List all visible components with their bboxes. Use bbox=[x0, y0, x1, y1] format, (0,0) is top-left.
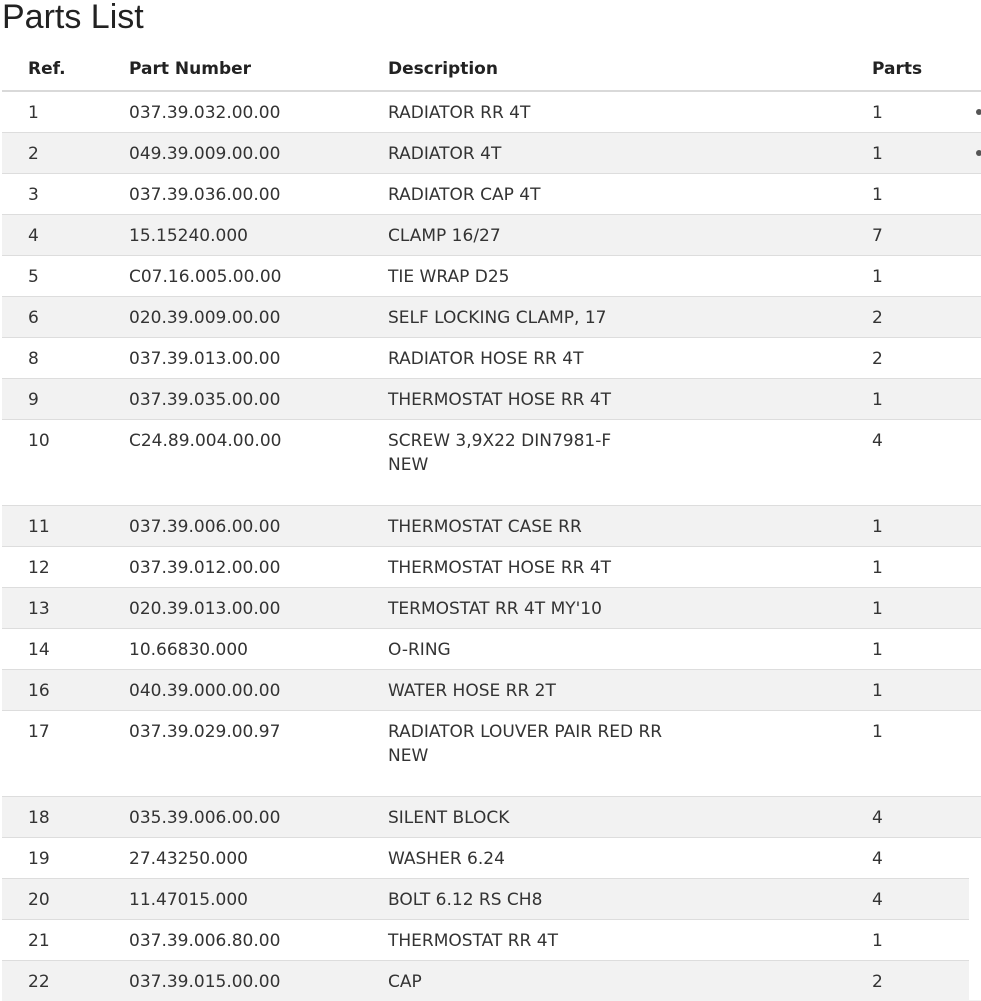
cell-parts bbox=[846, 796, 981, 837]
cell-parts bbox=[846, 878, 981, 919]
cell-description-text: RADIATOR 4T bbox=[388, 143, 502, 164]
table-row[interactable] bbox=[2, 214, 981, 255]
cell-parts bbox=[846, 919, 981, 960]
cell-description-text: TERMOSTAT RR 4T MY'10 bbox=[388, 598, 602, 619]
cell-description-text: RADIATOR CAP 4T bbox=[388, 184, 541, 205]
cell-description-text: BOLT 6.12 RS CH8 bbox=[388, 889, 543, 910]
description-note: NEW bbox=[388, 454, 429, 475]
cell-part-number bbox=[103, 419, 362, 505]
cell-description-text: WASHER 6.24 bbox=[388, 848, 505, 869]
cell-part-number bbox=[103, 960, 362, 1001]
cell-ref bbox=[2, 505, 103, 546]
table-right-edge bbox=[969, 838, 981, 1000]
cell-part-number bbox=[103, 837, 362, 878]
cell-part-number-text: 11.47015.000 bbox=[129, 889, 248, 910]
cell-parts-text: 1 bbox=[872, 184, 883, 205]
cell-description-text: RADIATOR HOSE RR 4T bbox=[388, 348, 584, 369]
cell-part-number-text: 27.43250.000 bbox=[129, 848, 248, 869]
cell-part-number bbox=[103, 669, 362, 710]
cell-part-number-text: 037.39.015.00.00 bbox=[129, 971, 281, 992]
cell-ref bbox=[2, 628, 103, 669]
cell-ref bbox=[2, 796, 103, 837]
cell-ref bbox=[2, 91, 103, 132]
cell-part-number-text: C24.89.004.00.00 bbox=[129, 430, 282, 451]
cell-description-text: CLAMP 16/27 bbox=[388, 225, 501, 246]
cell-description-text: THERMOSTAT HOSE RR 4T bbox=[388, 557, 612, 578]
cell-ref-text: 3 bbox=[28, 184, 39, 205]
cell-description bbox=[362, 91, 846, 132]
cell-description-text: O-RING bbox=[388, 639, 451, 660]
cell-part-number bbox=[103, 505, 362, 546]
cell-description-text: SCREW 3,9X22 DIN7981-F bbox=[388, 430, 612, 451]
table-row[interactable] bbox=[2, 546, 981, 587]
cell-part-number bbox=[103, 878, 362, 919]
cell-parts bbox=[846, 505, 981, 546]
cell-parts-text: 2 bbox=[872, 971, 883, 992]
table-row[interactable] bbox=[2, 919, 981, 960]
cell-description bbox=[362, 337, 846, 378]
cell-ref-text: 10 bbox=[28, 430, 50, 451]
cell-ref-text: 19 bbox=[28, 848, 50, 869]
table-row[interactable] bbox=[2, 796, 981, 837]
cell-part-number bbox=[103, 546, 362, 587]
table-header-row bbox=[2, 48, 981, 91]
cell-description bbox=[362, 837, 846, 878]
cell-description-text: SILENT BLOCK bbox=[388, 807, 510, 828]
cell-description bbox=[362, 173, 846, 214]
cell-part-number-text: 035.39.006.00.00 bbox=[129, 807, 281, 828]
table-row[interactable] bbox=[2, 669, 981, 710]
table-row[interactable] bbox=[2, 960, 981, 1001]
cell-ref-text: 2 bbox=[28, 143, 39, 164]
add-to-cart-icon[interactable] bbox=[976, 150, 981, 156]
cell-ref bbox=[2, 878, 103, 919]
cell-parts bbox=[846, 628, 981, 669]
cell-description-text: THERMOSTAT RR 4T bbox=[388, 930, 558, 951]
cell-parts-text: 2 bbox=[872, 348, 883, 369]
cell-part-number-text: 037.39.036.00.00 bbox=[129, 184, 281, 205]
cell-ref bbox=[2, 669, 103, 710]
cell-part-number-text: 037.39.013.00.00 bbox=[129, 348, 281, 369]
cell-ref-text: 11 bbox=[28, 516, 50, 537]
cell-parts-text: 7 bbox=[872, 225, 883, 246]
cell-description bbox=[362, 296, 846, 337]
cell-parts-text: 2 bbox=[872, 307, 883, 328]
cell-ref-text: 13 bbox=[28, 598, 50, 619]
cell-parts-text: 1 bbox=[872, 721, 883, 742]
cell-description-text: CAP bbox=[388, 971, 422, 992]
table-row[interactable] bbox=[2, 132, 981, 173]
table-row[interactable] bbox=[2, 337, 981, 378]
cell-part-number bbox=[103, 919, 362, 960]
cell-ref bbox=[2, 337, 103, 378]
table-row[interactable] bbox=[2, 710, 981, 796]
cell-parts bbox=[846, 378, 981, 419]
cell-ref-text: 14 bbox=[28, 639, 50, 660]
cell-ref bbox=[2, 960, 103, 1001]
cell-part-number bbox=[103, 378, 362, 419]
cell-parts bbox=[846, 960, 981, 1001]
cell-part-number-text: 020.39.009.00.00 bbox=[129, 307, 281, 328]
cell-description bbox=[362, 546, 846, 587]
cell-ref bbox=[2, 837, 103, 878]
cell-description bbox=[362, 378, 846, 419]
cell-ref bbox=[2, 587, 103, 628]
cell-part-number-text: 049.39.009.00.00 bbox=[129, 143, 281, 164]
table-row[interactable] bbox=[2, 173, 981, 214]
cell-part-number-text: 037.39.035.00.00 bbox=[129, 389, 281, 410]
column-header-parts[interactable]: Parts bbox=[846, 48, 981, 91]
cell-part-number-text: 10.66830.000 bbox=[129, 639, 248, 660]
cell-parts bbox=[846, 587, 981, 628]
cell-description bbox=[362, 132, 846, 173]
column-header-ref[interactable]: Ref. bbox=[2, 48, 103, 91]
add-to-cart-icon[interactable] bbox=[976, 109, 981, 115]
cell-ref bbox=[2, 378, 103, 419]
cell-parts-text: 1 bbox=[872, 639, 883, 660]
cell-parts bbox=[846, 710, 981, 796]
cell-parts bbox=[846, 91, 981, 132]
cell-part-number bbox=[103, 628, 362, 669]
cell-ref bbox=[2, 919, 103, 960]
cell-ref-text: 9 bbox=[28, 389, 39, 410]
cell-part-number bbox=[103, 132, 362, 173]
table-row[interactable] bbox=[2, 505, 981, 546]
cell-description-text: TIE WRAP D25 bbox=[388, 266, 510, 287]
cell-description bbox=[362, 587, 846, 628]
table-row[interactable] bbox=[2, 378, 981, 419]
cell-part-number-text: 040.39.000.00.00 bbox=[129, 680, 281, 701]
cell-ref bbox=[2, 296, 103, 337]
cell-part-number bbox=[103, 255, 362, 296]
table-row[interactable] bbox=[2, 878, 981, 919]
cell-part-number bbox=[103, 173, 362, 214]
cell-description bbox=[362, 419, 846, 505]
cell-part-number-text: 020.39.013.00.00 bbox=[129, 598, 281, 619]
cell-parts-text: 1 bbox=[872, 598, 883, 619]
cell-part-number bbox=[103, 296, 362, 337]
cell-part-number-text: 037.39.012.00.00 bbox=[129, 557, 281, 578]
table-row[interactable] bbox=[2, 628, 981, 669]
cell-ref bbox=[2, 132, 103, 173]
cell-description-text: SELF LOCKING CLAMP, 17 bbox=[388, 307, 607, 328]
cell-ref-text: 4 bbox=[28, 225, 39, 246]
cell-ref-text: 1 bbox=[28, 103, 39, 123]
cell-parts-text: 4 bbox=[872, 848, 883, 869]
cell-parts-text: 4 bbox=[872, 889, 883, 910]
cell-part-number bbox=[103, 214, 362, 255]
table-row[interactable] bbox=[2, 837, 981, 878]
cell-parts-text: 1 bbox=[872, 557, 883, 578]
cell-parts bbox=[846, 214, 981, 255]
cell-description-text: RADIATOR LOUVER PAIR RED RR bbox=[388, 721, 663, 742]
cell-ref bbox=[2, 710, 103, 796]
cell-description bbox=[362, 255, 846, 296]
table-row[interactable] bbox=[2, 419, 981, 505]
cell-parts-text: 1 bbox=[872, 389, 883, 410]
cell-parts-text: 4 bbox=[872, 807, 883, 828]
table-row[interactable] bbox=[2, 255, 981, 296]
table-row[interactable] bbox=[2, 91, 981, 132]
cell-description bbox=[362, 710, 846, 796]
cell-description-text: THERMOSTAT HOSE RR 4T bbox=[388, 389, 612, 410]
column-header-part-number[interactable]: Part Number bbox=[103, 48, 362, 91]
cell-ref-text: 5 bbox=[28, 266, 39, 287]
cell-parts-text: 1 bbox=[872, 103, 883, 123]
cell-description-text: WATER HOSE RR 2T bbox=[388, 680, 556, 701]
cell-part-number bbox=[103, 337, 362, 378]
cell-part-number bbox=[103, 710, 362, 796]
cell-parts-text: 1 bbox=[872, 516, 883, 537]
cell-description bbox=[362, 796, 846, 837]
cell-ref-text: 22 bbox=[28, 971, 50, 992]
cell-parts bbox=[846, 546, 981, 587]
cell-description bbox=[362, 878, 846, 919]
table-row[interactable] bbox=[2, 587, 981, 628]
cell-ref-text: 12 bbox=[28, 557, 50, 578]
table-row[interactable] bbox=[2, 296, 981, 337]
cell-part-number bbox=[103, 91, 362, 132]
cell-ref bbox=[2, 214, 103, 255]
cell-ref-text: 8 bbox=[28, 348, 39, 369]
cell-part-number-text: 037.39.006.80.00 bbox=[129, 930, 281, 951]
column-header-description[interactable]: Description bbox=[362, 48, 846, 91]
cell-description bbox=[362, 960, 846, 1001]
cell-parts bbox=[846, 255, 981, 296]
cell-part-number-text: C07.16.005.00.00 bbox=[129, 266, 282, 287]
cell-parts bbox=[846, 296, 981, 337]
cell-part-number bbox=[103, 796, 362, 837]
cell-ref-text: 20 bbox=[28, 889, 50, 910]
cell-ref-text: 17 bbox=[28, 721, 50, 742]
cell-part-number-text: 037.39.006.00.00 bbox=[129, 516, 281, 537]
parts-table bbox=[2, 48, 981, 1001]
cell-ref-text: 18 bbox=[28, 807, 50, 828]
cell-description bbox=[362, 919, 846, 960]
cell-part-number-text: 15.15240.000 bbox=[129, 225, 248, 246]
cell-parts-text: 1 bbox=[872, 930, 883, 951]
cell-ref bbox=[2, 173, 103, 214]
cell-description bbox=[362, 214, 846, 255]
cell-parts-text: 1 bbox=[872, 266, 883, 287]
cell-parts bbox=[846, 337, 981, 378]
cell-ref-text: 16 bbox=[28, 680, 50, 701]
cell-parts-text: 4 bbox=[872, 430, 883, 451]
cell-part-number-text: 037.39.032.00.00 bbox=[129, 103, 281, 123]
cell-description bbox=[362, 669, 846, 710]
cell-parts bbox=[846, 132, 981, 173]
cell-parts bbox=[846, 837, 981, 878]
cell-ref-text: 6 bbox=[28, 307, 39, 328]
cell-ref bbox=[2, 546, 103, 587]
cell-ref-text: 21 bbox=[28, 930, 50, 951]
cell-ref bbox=[2, 419, 103, 505]
description-note: NEW bbox=[388, 745, 429, 766]
cell-description-text: RADIATOR RR 4T bbox=[388, 103, 531, 123]
cell-part-number-text: 037.39.029.00.97 bbox=[129, 721, 281, 742]
cell-parts bbox=[846, 173, 981, 214]
cell-parts bbox=[846, 419, 981, 505]
cell-description-text: THERMOSTAT CASE RR bbox=[388, 516, 582, 537]
cell-part-number bbox=[103, 587, 362, 628]
cell-ref bbox=[2, 255, 103, 296]
cell-description bbox=[362, 505, 846, 546]
table-body bbox=[2, 91, 981, 1001]
cell-parts-text: 1 bbox=[872, 143, 883, 164]
cell-parts-text: 1 bbox=[872, 680, 883, 701]
page-title: Parts List bbox=[2, 0, 144, 36]
cell-parts bbox=[846, 669, 981, 710]
cell-description bbox=[362, 628, 846, 669]
